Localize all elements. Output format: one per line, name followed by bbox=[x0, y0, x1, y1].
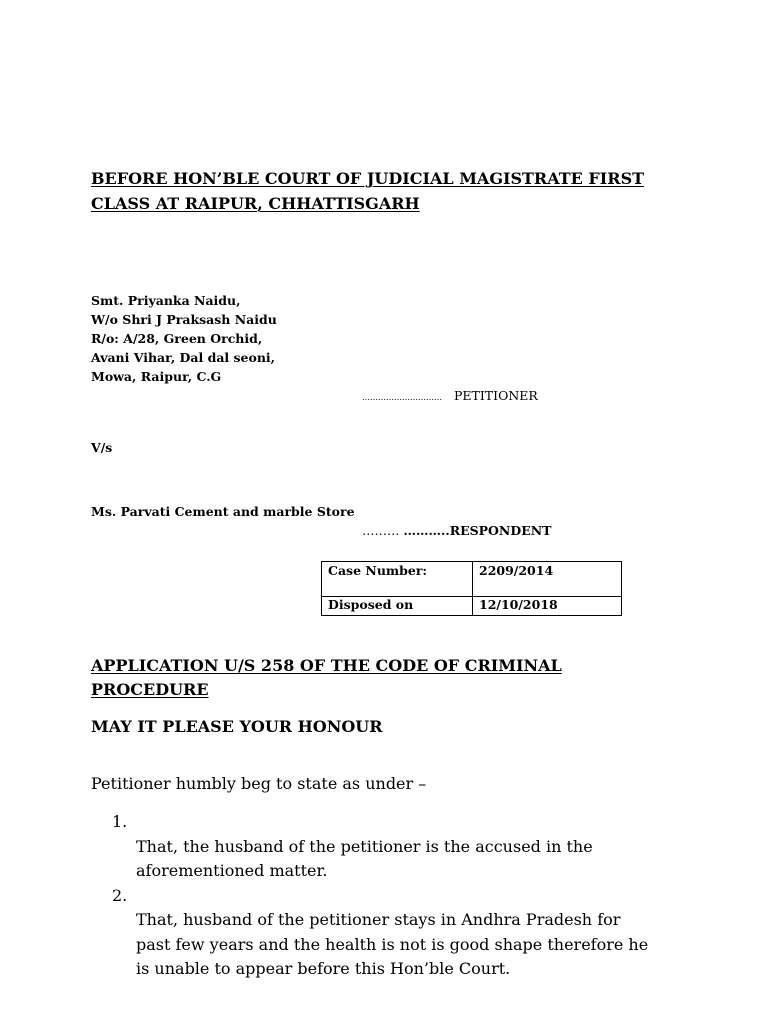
petitioner-name: Smt. Priyanka Naidu, bbox=[91, 293, 241, 308]
petitioner-relation: W/o Shri J Praksash Naidu bbox=[91, 312, 277, 327]
points-list bbox=[112, 810, 696, 982]
case-number-label: Case Number: bbox=[322, 562, 473, 597]
intro-statement: Petitioner humbly beg to state as under – bbox=[91, 774, 427, 793]
application-heading-line-1: APPLICATION U/S 258 OF THE CODE OF CRIMINAL bbox=[91, 656, 562, 675]
case-number-value: 2209/2014 bbox=[473, 562, 622, 597]
salutation: MAY IT PLEASE YOUR HONOUR bbox=[91, 717, 383, 736]
respondent-role: RESPONDENT bbox=[449, 523, 552, 538]
court-heading-line-1: BEFORE HON’BLE COURT OF JUDICIAL MAGISTRATE FIRST bbox=[91, 169, 645, 188]
point-number: 2. bbox=[112, 885, 128, 905]
respondent-name-rest: Parvati Cement and marble Store bbox=[116, 504, 355, 519]
point-text: That, the husband of the petitioner is the accused in the aforementioned matter. bbox=[136, 836, 593, 880]
table-row bbox=[322, 597, 622, 616]
point-text: That, husband of the petitioner stays in Andhra Pradesh for past few years and the health is not is good shape therefore he is unable to appear before this Hon’ble Court. bbox=[136, 910, 649, 978]
petitioner-address-2: Avani Vihar, Dal dal seoni, bbox=[91, 350, 276, 365]
versus-label: V/s bbox=[91, 440, 113, 455]
disposed-on-value: 12/10/2018 bbox=[473, 597, 622, 616]
respondent-dots-plain: ……… bbox=[362, 523, 404, 538]
petitioner-dots: ………………………… bbox=[362, 393, 442, 402]
disposed-on-label: Disposed on bbox=[322, 597, 473, 616]
list-item bbox=[112, 884, 696, 982]
respondent-name bbox=[91, 502, 355, 521]
petitioner-role: PETITIONER bbox=[453, 388, 538, 403]
table-row bbox=[322, 562, 622, 597]
petitioner-address-3: Mowa, Raipur, C.G bbox=[91, 369, 222, 384]
petitioner-role-line bbox=[362, 386, 538, 407]
court-heading-line-2: CLASS AT RAIPUR, CHHATTISGARH bbox=[91, 194, 420, 213]
list-item bbox=[112, 810, 696, 884]
respondent-dots-bold: ……….. bbox=[403, 523, 450, 538]
respondent-name-prefix: Ms. bbox=[91, 504, 117, 519]
case-info-table bbox=[321, 561, 622, 616]
petitioner-address-1: R/o: A/28, Green Orchid, bbox=[91, 331, 263, 346]
application-heading-line-2: PROCEDURE bbox=[91, 680, 209, 699]
point-number: 1. bbox=[112, 812, 128, 831]
respondent-role-line bbox=[362, 521, 551, 540]
